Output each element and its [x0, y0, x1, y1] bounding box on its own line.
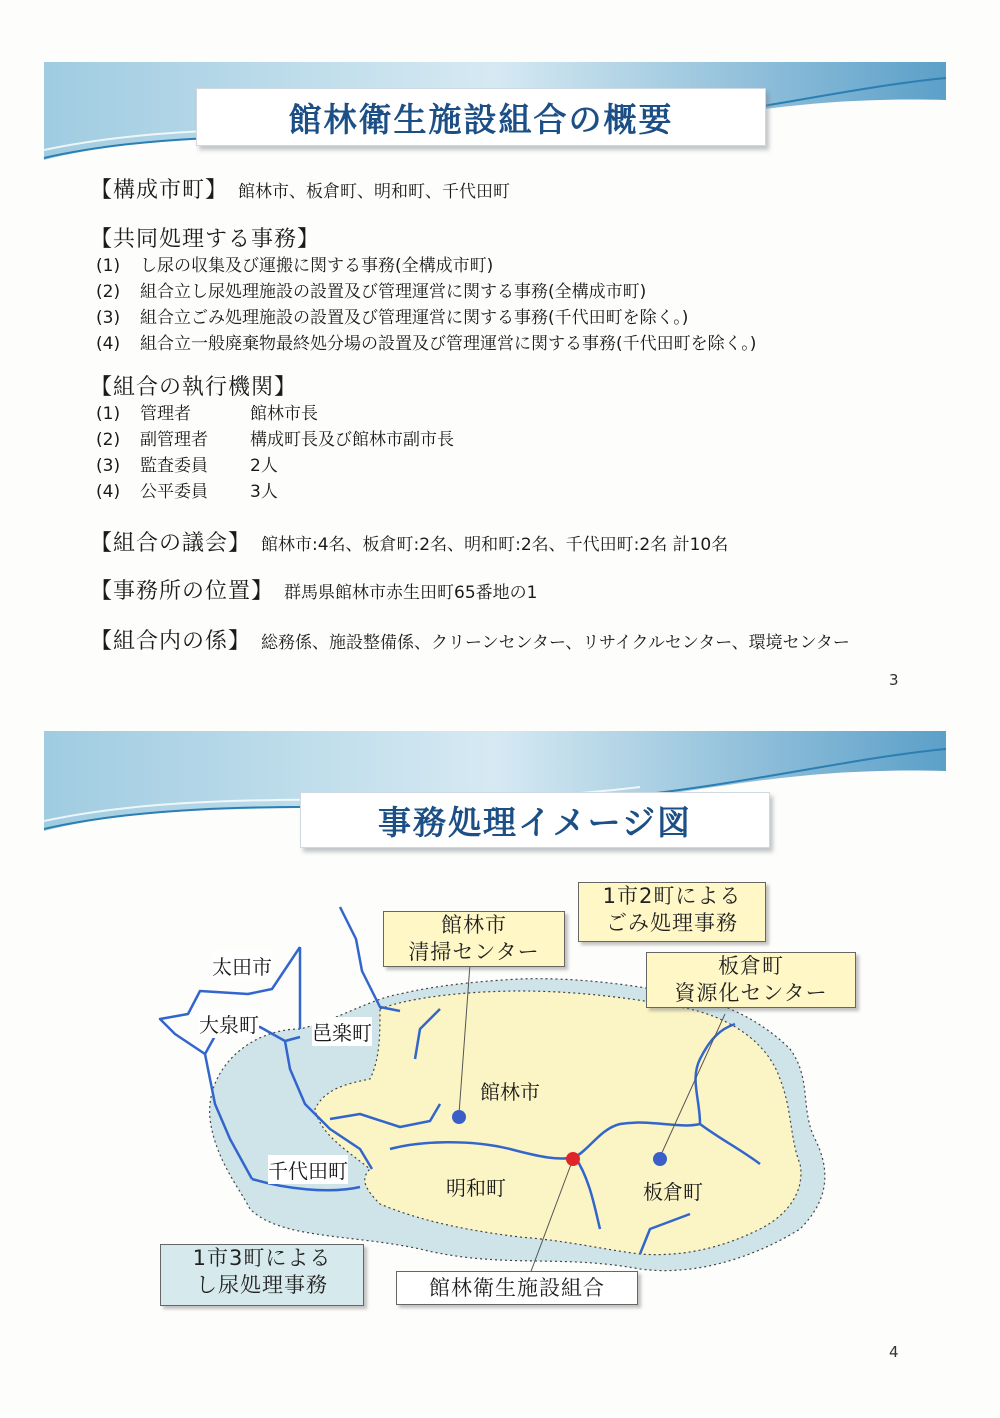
executive-section [90, 370, 454, 505]
page-title: 館林衛生施設組合の概要 [196, 88, 766, 146]
executive-label: 【組合の執行機関】 [90, 375, 298, 400]
members-value: 館林市、板倉町、明和町、千代田町 [238, 182, 511, 202]
page-4 [0, 709, 1000, 1418]
recycling-center-marker [653, 1152, 667, 1166]
cleaning-center-marker [452, 1110, 466, 1124]
night-soil-callout: 1市3町による し尿処理事務 [160, 1244, 364, 1306]
recycling-center-callout: 板倉町 資源化センター [646, 952, 856, 1008]
assembly-section [90, 526, 728, 557]
map-label-tatebayashi: 館林市 [480, 1080, 540, 1104]
garbage-callout: 1市2町による ごみ処理事務 [578, 882, 766, 942]
members-label: 【構成市町】 [90, 178, 229, 203]
list-item: (4) 組合立一般廃棄物最終処分場の設置及び管理運営に関する事務(千代田町を除く。) [96, 334, 757, 354]
joint-affairs-section [90, 222, 756, 357]
page-number: 3 [889, 671, 899, 689]
list-item: (2) 副管理者 構成町長及び館林市副市長 [96, 430, 454, 450]
office-value: 群馬県館林市赤生田町65番地の1 [284, 583, 538, 603]
service-area-map [0, 709, 1000, 1418]
list-item: (2) 組合立し尿処理施設の設置及び管理運営に関する事務(全構成市町) [96, 282, 647, 302]
union-marker [566, 1152, 580, 1166]
joint-affairs-label: 【共同処理する事務】 [90, 227, 321, 252]
cleaning-center-callout: 館林市 清掃センター [383, 911, 565, 967]
assembly-value: 館林市:4名、板倉町:2名、明和町:2名、千代田町:2名 計10名 [261, 535, 729, 555]
list-item: (1) 管理者 館林市長 [96, 404, 318, 424]
office-label: 【事務所の位置】 [90, 579, 275, 604]
list-item: (3) 組合立ごみ処理施設の設置及び管理運営に関する事務(千代田町を除く。) [96, 308, 689, 328]
members-section [90, 173, 510, 204]
map-label-chiyoda: 千代田町 [268, 1155, 348, 1184]
list-item: (1) し尿の収集及び運搬に関する事務(全構成市町) [96, 256, 494, 276]
union-callout: 館林衛生施設組合 [396, 1271, 638, 1305]
map-label-oizumi: 大泉町 [199, 1009, 259, 1038]
divisions-label: 【組合内の係】 [90, 629, 252, 654]
map-label-meiwa: 明和町 [446, 1176, 506, 1200]
page-number: 4 [889, 1343, 899, 1361]
assembly-label: 【組合の議会】 [90, 531, 252, 556]
divisions-value: 総務係、施設整備係、クリーンセンター、リサイクルセンター、環境センター [261, 633, 850, 653]
page-title: 事務処理イメージ図 [300, 792, 770, 848]
map-label-ota: 太田市 [212, 951, 272, 980]
list-item: (3) 監査委員 2人 [96, 456, 278, 476]
divisions-section [90, 624, 850, 655]
map-label-itakura: 板倉町 [643, 1180, 703, 1204]
office-section [90, 574, 537, 605]
page-3 [0, 0, 1000, 700]
map-label-ora: 邑楽町 [312, 1017, 372, 1046]
list-item: (4) 公平委員 3人 [96, 482, 278, 502]
